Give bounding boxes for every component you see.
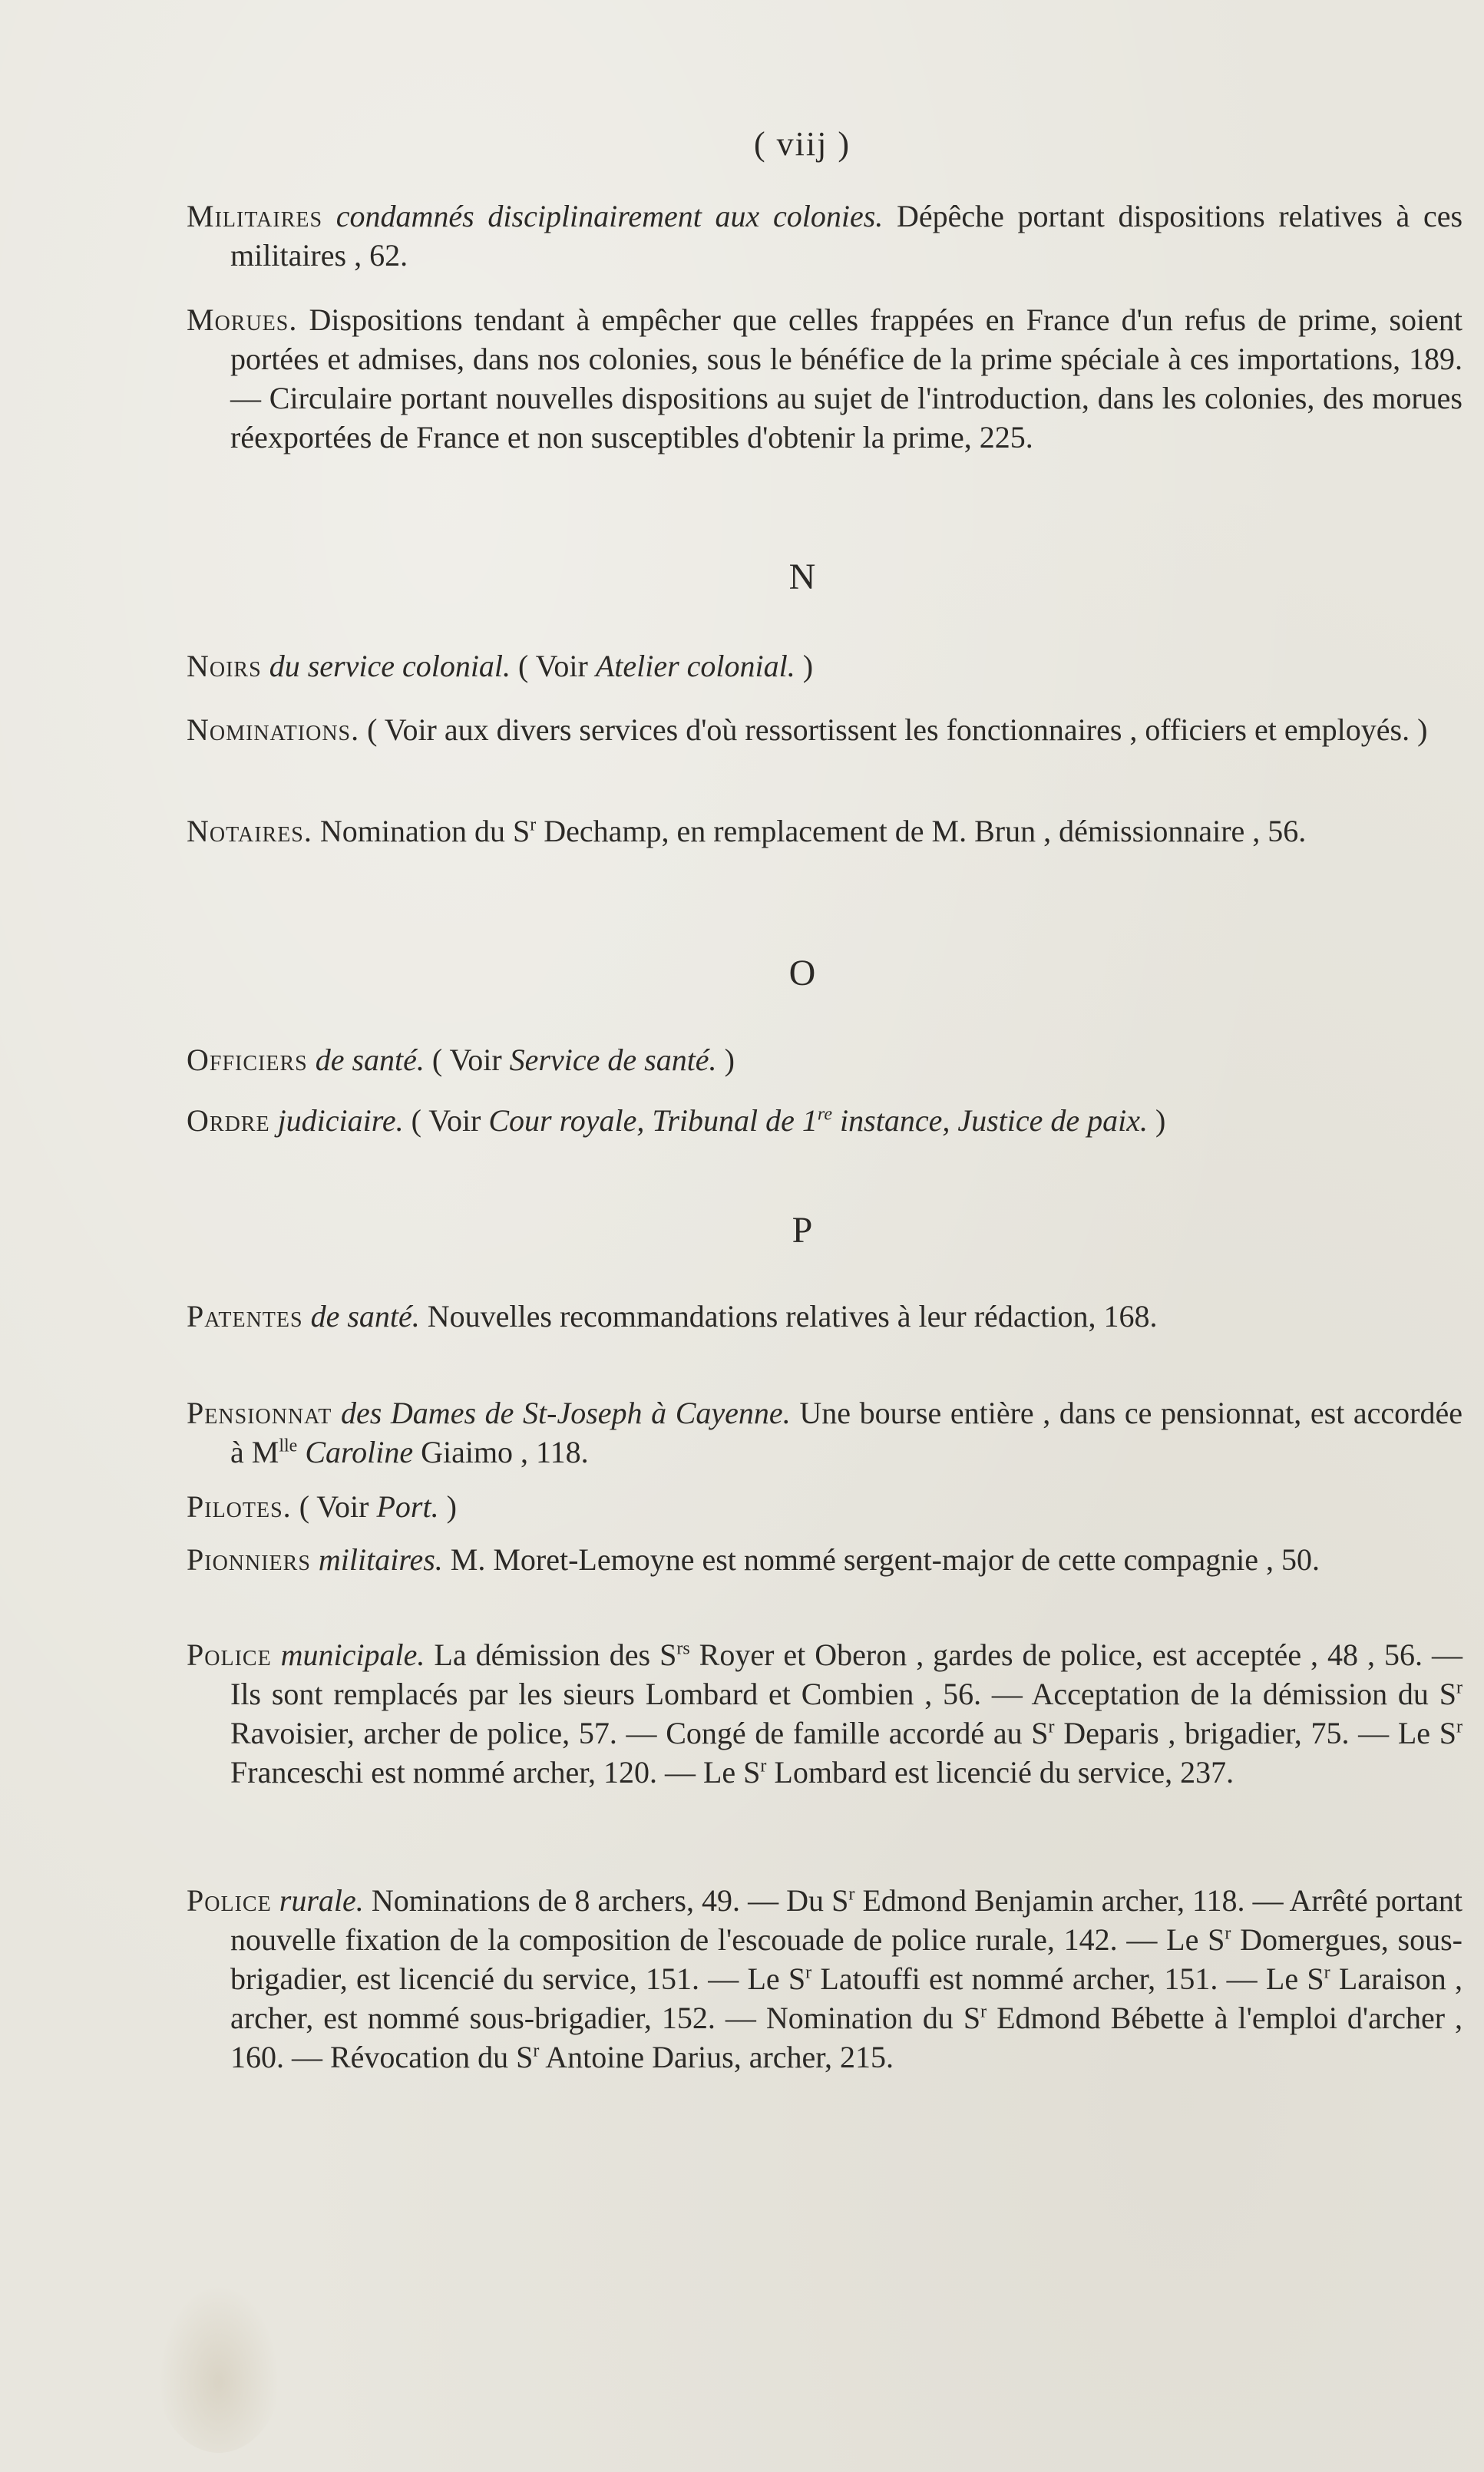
entry-close: ) (724, 1043, 735, 1077)
superscript: r (760, 1756, 767, 1776)
page-number: ( viij ) (754, 125, 851, 163)
entry-see: ( Voir (431, 1043, 502, 1077)
entry-text: Nouvelles recommandations relatives à leur rédaction, 168. (427, 1299, 1158, 1333)
superscript: r (1456, 1677, 1463, 1698)
entry-close: ) (1155, 1103, 1166, 1138)
entry-head: Noirs (187, 649, 262, 683)
entry-head: Militaires (187, 199, 323, 233)
entry-police-rurale (187, 1881, 1463, 2077)
superscript: r (533, 2041, 540, 2061)
entry-militaires (187, 197, 1463, 275)
entry-head: Pionniers (187, 1542, 311, 1577)
entry-morues (187, 300, 1463, 457)
entry-text: Dechamp, en remplacement de M. Brun , démissionnaire , 56. (544, 814, 1307, 848)
section-letter-o: O (788, 953, 816, 993)
entry-qualifier: condamnés disciplinairement aux colonies. (335, 199, 884, 233)
entry-text: Ravoisier, archer de police, 57. — Congé de famille accordé au S (230, 1716, 1049, 1750)
superscript: re (817, 1104, 833, 1125)
entry-patentes (187, 1297, 1463, 1336)
entry-qualifier: militaires. (318, 1542, 443, 1577)
entry-text: M. Moret-Lemoyne est nommé sergent-major de cette compagnie , 50. (450, 1542, 1320, 1577)
entry-qualifier: municipale. (280, 1638, 425, 1672)
entry-head: Police (187, 1883, 272, 1918)
entry-head: Officiers (187, 1043, 308, 1077)
entry-noirs (187, 646, 1463, 686)
entry-head: Nominations. (187, 712, 360, 747)
entry-text: Edmond Benjamin archer, 118. — Arrêté portant nouvelle fixation de la composition de l'escouade de police rurale, 142. — Le S (230, 1883, 1463, 1957)
superscript: lle (279, 1436, 298, 1456)
entry-reference: Cour royale, Tribunal de 1 (488, 1103, 818, 1138)
entry-notaires (187, 811, 1463, 851)
entry-text: Antoine Darius, archer, 215. (545, 2040, 894, 2074)
entry-qualifier: de santé. (310, 1299, 420, 1333)
entry-text: Latouffi est nommé archer, 151. — Le S (820, 1961, 1324, 1996)
entry-head: Police (187, 1638, 272, 1672)
entry-reference: instance, Justice de paix. (840, 1103, 1149, 1138)
entry-text: Lombard est licencié du service, 237. (774, 1755, 1234, 1790)
entry-qualifier: judiciaire. (277, 1103, 404, 1138)
entry-text: Nominations de 8 archers, 49. — Du S (371, 1883, 849, 1918)
entry-name: Caroline (305, 1435, 414, 1469)
entry-close: ) (802, 649, 814, 683)
entry-text: Nomination du S (319, 814, 530, 848)
entry-pensionnat (187, 1393, 1463, 1472)
entry-head: Notaires. (187, 814, 312, 848)
entry-reference: Atelier colonial. (595, 649, 795, 683)
entry-see: ( Voir (299, 1489, 369, 1524)
paper-stain (154, 2276, 284, 2453)
entry-officiers (187, 1040, 1463, 1079)
superscript: rs (676, 1638, 690, 1659)
entry-see: ( Voir (518, 649, 588, 683)
entry-qualifier: de santé. (315, 1043, 425, 1077)
entry-text: Dispositions tendant à empêcher que celles frappées en France d'un refus de prime, soient portées et admises, dans nos colonies, sous le bénéfice de la prime spéciale à ces importations, 189. — Circulaire portant nouvelles dispositions au sujet de l'introduction, dans les colonies, des morues réexportées de France et non susceptibles d'obtenir la prime, 225. (230, 302, 1463, 454)
superscript: r (848, 1884, 855, 1905)
entry-text: Domergues, sous-brigadier, est licencié du service, 151. — Le S (230, 1922, 1463, 1996)
entry-text: Laraison , archer, est nommé sous-brigadier, 152. — Nomination du S (230, 1961, 1463, 2035)
entry-text: La démission des S (434, 1638, 677, 1672)
superscript: r (980, 2001, 987, 2022)
superscript: r (530, 815, 537, 835)
superscript: r (1456, 1717, 1463, 1737)
entry-head: Morues. (187, 302, 298, 337)
entry-see: ( Voir (411, 1103, 481, 1138)
entry-text: Edmond Bébette à l'emploi d'archer , 160. — Révocation du S (230, 2001, 1463, 2074)
entry-reference: Port. (376, 1489, 439, 1524)
entry-head: Patentes (187, 1299, 303, 1333)
entry-nominations (187, 710, 1463, 749)
superscript: r (1225, 1923, 1231, 1944)
entry-text: Deparis , brigadier, 75. — Le S (1063, 1716, 1456, 1750)
entry-head: Pilotes. (187, 1489, 292, 1524)
entry-pilotes (187, 1487, 1463, 1526)
section-letter-n: N (788, 557, 816, 597)
entry-head: Pensionnat (187, 1396, 332, 1430)
entry-police-municipale (187, 1635, 1463, 1792)
entry-head: Ordre (187, 1103, 270, 1138)
superscript: r (1048, 1717, 1055, 1737)
entry-qualifier: des Dames de St-Joseph à Cayenne. (340, 1396, 791, 1430)
entry-text: Franceschi est nommé archer, 120. — Le S (230, 1755, 761, 1790)
superscript: r (805, 1962, 812, 1983)
entry-text: Royer et Oberon , gardes de police, est acceptée , 48 , 56. — Ils sont remplacés par les sieurs Lombard et Combien , 56. — Acceptation de la démission du S (230, 1638, 1463, 1711)
entry-text: Une bourse entière , dans ce pensionnat, est accordée à M (230, 1396, 1463, 1469)
entry-qualifier: rurale. (279, 1883, 364, 1918)
entry-close: ) (446, 1489, 457, 1524)
entry-text: Giaimo , 118. (421, 1435, 589, 1469)
entry-pionniers (187, 1540, 1463, 1579)
entry-reference: Service de santé. (509, 1043, 717, 1077)
entry-text: Dépêche portant dispositions relatives à ces militaires , 62. (230, 199, 1463, 273)
superscript: r (1324, 1962, 1330, 1983)
entry-ordre (187, 1101, 1463, 1140)
entry-text: ( Voir aux divers services d'où ressortissent les fonctionnaires , officiers et employés. ) (367, 712, 1428, 747)
entry-qualifier: du service colonial. (269, 649, 511, 683)
section-letter-p: P (792, 1210, 813, 1251)
